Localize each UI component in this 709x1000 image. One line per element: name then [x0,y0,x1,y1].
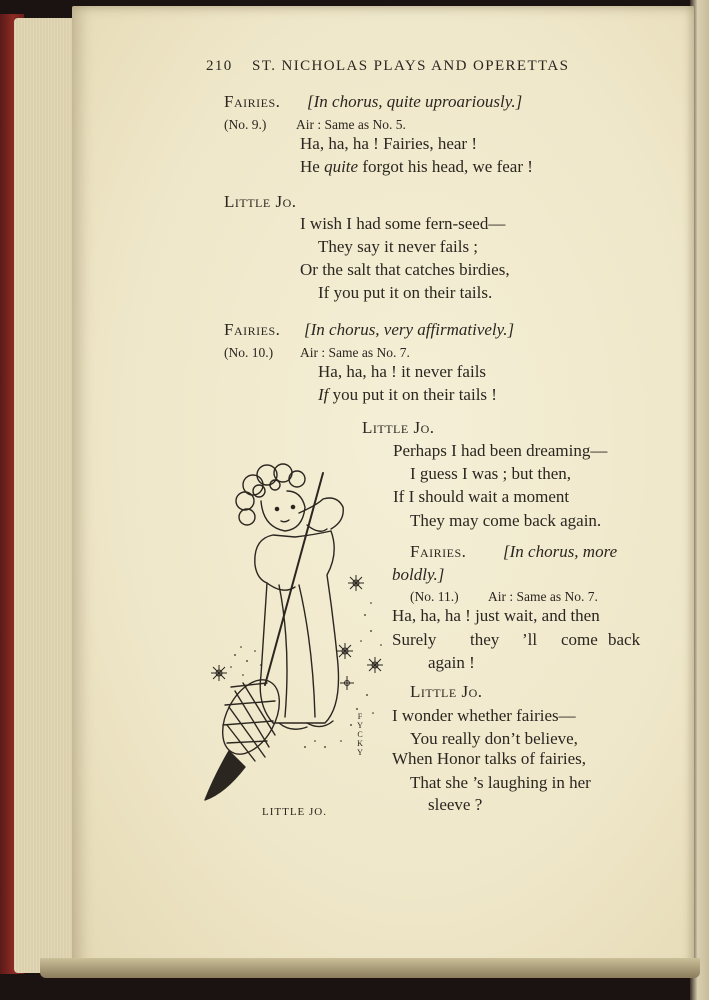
verse-line: He quite forgot his head, we fear ! [300,157,533,176]
artist-signature: FYCKY [357,712,363,757]
stage-direction-2: [In chorus, very affirmatively.] [304,320,515,339]
face [261,491,305,531]
verse-line: again ! [428,653,475,672]
speaker-fairies-2: Fairies. [224,320,281,339]
running-title: ST. NICHOLAS PLAYS AND OPERETTAS [252,58,570,74]
speaker-little-jo-2: Little Jo. [362,418,435,437]
air-note-3: Air : Same as No. 7. [488,589,598,604]
verse-line: If you put it on their tails ! [318,385,497,404]
verse-word: they [470,630,500,649]
song-number-10: (No. 10.) [224,345,274,360]
speaker-little-jo-3: Little Jo. [410,682,483,701]
verse-line: I wonder whether fairies— [392,706,576,725]
speaker-little-jo-1: Little Jo. [224,192,297,211]
song-number-9: (No. 9.) [224,117,267,132]
page-number: 210 [206,58,233,74]
verse-line: Ha, ha, ha ! it never fails [318,362,487,381]
verse-line: You really don’t believe, [410,729,578,748]
verse-line: They say it never fails ; [318,237,479,256]
air-note-1: Air : Same as No. 5. [296,117,406,132]
hair-curls [236,464,305,525]
verse-line: Or the salt that catches birdies, [300,260,510,279]
nightgown [255,531,339,723]
stage-direction-3a: [In chorus, more [503,542,618,561]
speaker-fairies-1: Fairies. [224,92,281,111]
illustration-caption: LITTLE JO. [262,806,327,818]
verse-line: sleeve ? [428,795,483,814]
verse-line: Ha, ha, ha ! Fairies, hear ! [300,134,478,153]
air-note-2: Air : Same as No. 7. [300,345,410,360]
verse-word: ’ll [522,630,538,649]
speaker-fairies-3: Fairies. [410,542,467,561]
verse-line: When Honor talks of fairies, [392,749,587,768]
verse-line: If you put it on their tails. [318,283,493,302]
verse-line: I wish I had some fern-seed— [300,214,506,233]
verse-word: Surely [392,630,437,649]
flower-decorations [211,575,383,690]
verse-line: They may come back again. [410,511,602,530]
little-jo-illustration [195,455,395,815]
verse-line: That she ’s laughing in her [410,773,591,792]
verse-line: Perhaps I had been dreaming— [393,441,608,460]
verse-line: If I should wait a moment [393,487,570,506]
verse-line: I guess I was ; but then, [410,464,572,483]
stage-direction-1: [In chorus, quite uproariously.] [307,92,523,111]
page-bottom-edge [40,958,700,978]
song-number-11: (No. 11.) [410,589,459,604]
verse-line: Ha, ha, ha ! just wait, and then [392,606,600,625]
verse-word: back [608,630,641,649]
verse-word: come [561,630,598,649]
stage-direction-3b: boldly.] [392,565,445,584]
